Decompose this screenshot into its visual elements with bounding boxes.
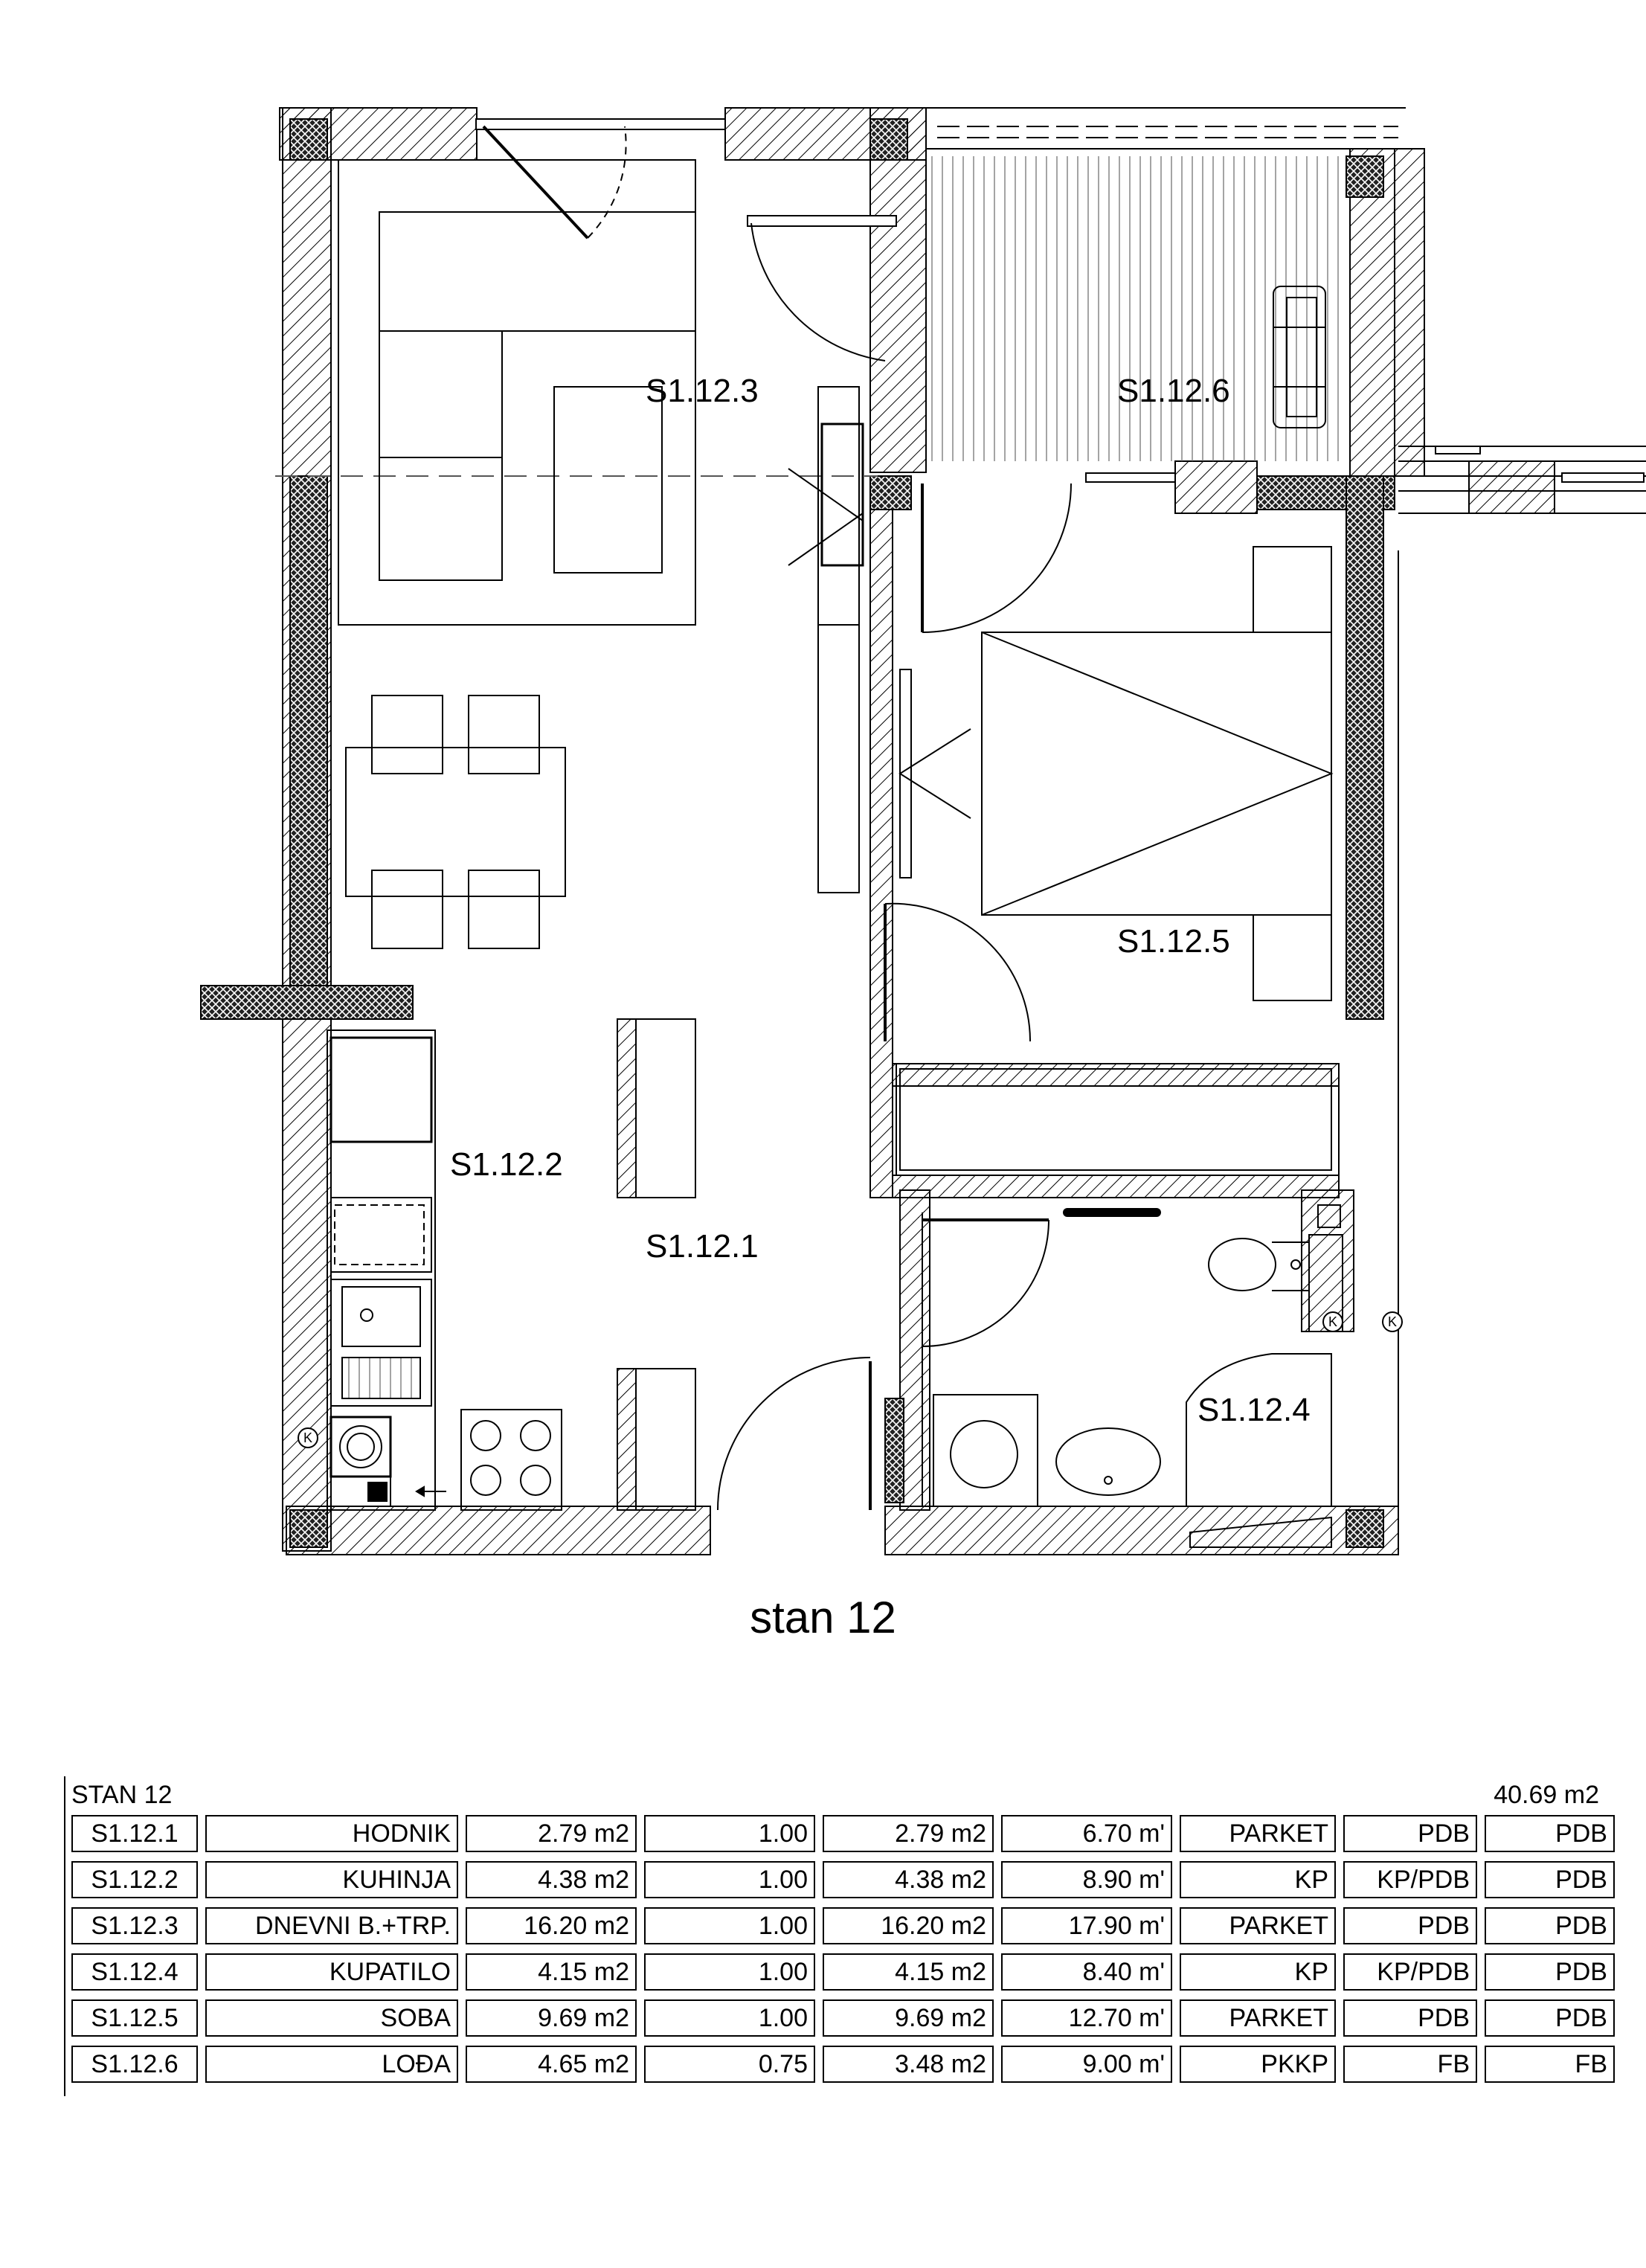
dining-table (346, 696, 565, 948)
table-cell-coef: 1.00 (644, 1815, 815, 1852)
table-cell-net: 16.20 m2 (823, 1907, 994, 1944)
table-cell-area: 9.69 m2 (466, 1999, 637, 2037)
k-symbol-text-kitchen: K (303, 1430, 313, 1445)
table-cell-floor: PARKET (1180, 1999, 1336, 2037)
table-cell-ceil: PDB (1485, 1861, 1615, 1898)
table-cell-floor: KP (1180, 1953, 1336, 1991)
table-cell-coef: 1.00 (644, 1999, 815, 2037)
room-label-s1-12-5: S1.12.5 (1117, 923, 1230, 960)
room-label-s1-12-2: S1.12.2 (450, 1146, 563, 1183)
table-cell-wall: PDB (1343, 1815, 1477, 1852)
loggia-floor (926, 156, 1346, 461)
table-cell-ceil: FB (1485, 2046, 1615, 2083)
plan-caption: stan 12 (750, 1593, 896, 1642)
table-cell-id: S1.12.4 (71, 1953, 198, 1991)
table-cell-wall: KP/PDB (1343, 1861, 1477, 1898)
table-cell-name: LOĐA (205, 2046, 458, 2083)
table-cell-coef: 1.00 (644, 1907, 815, 1944)
table-cell-id: S1.12.2 (71, 1861, 198, 1898)
sofa (338, 160, 695, 625)
table-cell-name: SOBA (205, 1999, 458, 2037)
table-cell-perim: 17.90 m' (1001, 1907, 1172, 1944)
table-cell-area: 4.65 m2 (466, 2046, 637, 2083)
table-cell-name: KUHINJA (205, 1861, 458, 1898)
k-symbol-text-bath: K (1328, 1314, 1338, 1329)
table-cell-net: 4.15 m2 (823, 1953, 994, 1991)
table-cell-name: KUPATILO (205, 1953, 458, 1991)
table-cell-ceil: PDB (1485, 1815, 1615, 1852)
table-title: STAN 12 (71, 1781, 173, 1809)
table-cell-id: S1.12.3 (71, 1907, 198, 1944)
table-cell-id: S1.12.1 (71, 1815, 198, 1852)
air-conditioner (788, 387, 863, 893)
table-cell-name: DNEVNI B.+TRP. (205, 1907, 458, 1944)
table-cell-wall: PDB (1343, 1999, 1477, 2037)
table-cell-wall: PDB (1343, 1907, 1477, 1944)
table-cell-wall: FB (1343, 2046, 1477, 2083)
table-header (71, 1776, 1604, 1812)
table-left-rule (64, 1776, 65, 2096)
table-cell-area: 2.79 m2 (466, 1815, 637, 1852)
table-cell-net: 9.69 m2 (823, 1999, 994, 2037)
table-cell-wall: KP/PDB (1343, 1953, 1477, 1991)
table-cell-coef: 0.75 (644, 2046, 815, 2083)
table-cell-coef: 1.00 (644, 1953, 815, 1991)
table-cell-net: 2.79 m2 (823, 1815, 994, 1852)
table-cell-area: 4.38 m2 (466, 1861, 637, 1898)
room-label-s1-12-1: S1.12.1 (646, 1228, 759, 1265)
table-cell-floor: PARKET (1180, 1907, 1336, 1944)
k-symbol-text-right: K (1387, 1314, 1398, 1329)
table-cell-net: 3.48 m2 (823, 2046, 994, 2083)
table-cell-floor: KP (1180, 1861, 1336, 1898)
table-cell-ceil: PDB (1485, 1999, 1615, 2037)
table-cell-perim: 6.70 m' (1001, 1815, 1172, 1852)
room-label-s1-12-3: S1.12.3 (646, 373, 759, 409)
bathroom-fixtures (933, 1205, 1343, 1547)
table-cell-area: 4.15 m2 (466, 1953, 637, 1991)
table-cell-floor: PARKET (1180, 1815, 1336, 1852)
table-cell-id: S1.12.6 (71, 2046, 198, 2083)
table-cell-ceil: PDB (1485, 1953, 1615, 1991)
table-cell-perim: 9.00 m' (1001, 2046, 1172, 2083)
table-cell-id: S1.12.5 (71, 1999, 198, 2037)
table-cell-net: 4.38 m2 (823, 1861, 994, 1898)
table-cell-name: HODNIK (205, 1815, 458, 1852)
table-cell-ceil: PDB (1485, 1907, 1615, 1944)
kitchen-counter (327, 1030, 562, 1510)
table-cell-perim: 8.40 m' (1001, 1953, 1172, 1991)
room-label-s1-12-6: S1.12.6 (1117, 373, 1230, 409)
table-cell-area: 16.20 m2 (466, 1907, 637, 1944)
table-cell-coef: 1.00 (644, 1861, 815, 1898)
bed (900, 547, 1331, 1000)
table-cell-perim: 8.90 m' (1001, 1861, 1172, 1898)
coffee-table (554, 387, 662, 573)
table-cell-perim: 12.70 m' (1001, 1999, 1172, 2037)
table-total: 40.69 m2 (1494, 1781, 1599, 1809)
room-label-s1-12-4: S1.12.4 (1197, 1392, 1311, 1428)
table-cell-floor: PKKP (1180, 2046, 1336, 2083)
